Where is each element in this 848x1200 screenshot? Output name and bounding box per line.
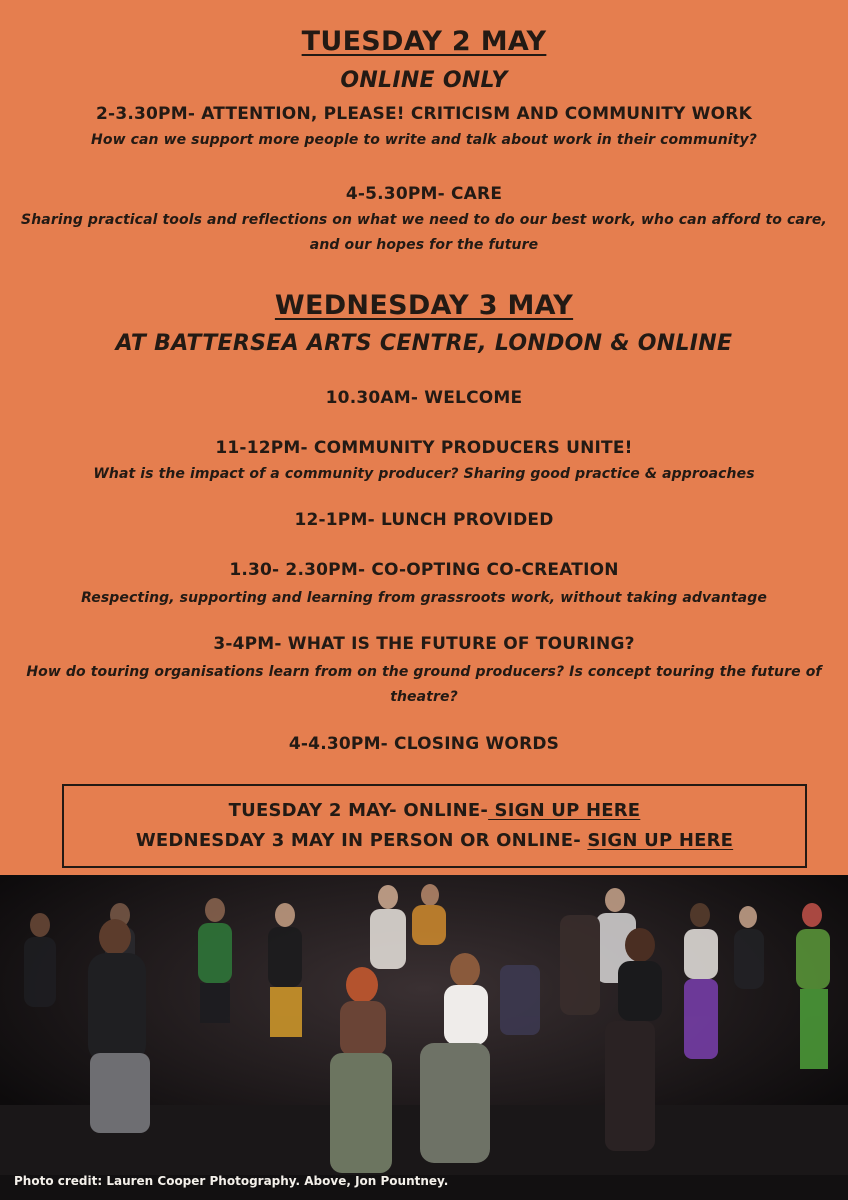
event-heading: 10.30AM- WELCOME (325, 388, 523, 408)
event-description: How do touring organisations learn from on the ground producers? Is concept touring the future of theatre? (26, 664, 822, 705)
signup-label: WEDNESDAY 3 MAY IN PERSON OR ONLINE- (135, 830, 588, 851)
photo-credit: Photo credit: Lauren Cooper Photography. Above, Jon Pountney. (14, 1174, 449, 1188)
signup-line-wednesday (64, 830, 805, 851)
tuesday-title: TUESDAY 2 MAY (301, 26, 547, 57)
photo-illustration (0, 875, 848, 1200)
event-heading: 11-12PM- COMMUNITY PRODUCERS UNITE! (215, 438, 633, 458)
event-heading: 3-4PM- WHAT IS THE FUTURE OF TOURING? (213, 634, 635, 654)
event-heading: 2-3.30PM- ATTENTION, PLEASE! CRITICISM AND COMMUNITY WORK (96, 104, 752, 124)
event-heading: 4-5.30PM- CARE (345, 184, 503, 204)
tuesday-signup-link[interactable]: SIGN UP HERE (488, 800, 641, 821)
signup-line-tuesday (64, 800, 805, 821)
dance-performance-photo (0, 875, 848, 1200)
event-description: Sharing practical tools and reflections on what we need to do our best work, who can afford to care, and our hopes for the future (21, 212, 827, 253)
event-description: What is the impact of a community producer? Sharing good practice & approaches (93, 466, 755, 482)
wednesday-title: WEDNESDAY 3 MAY (274, 290, 574, 321)
event-description: Respecting, supporting and learning from grassroots work, without taking advantage (81, 590, 767, 606)
event-heading: 4-4.30PM- CLOSING WORDS (288, 734, 560, 754)
event-heading: 12-1PM- LUNCH PROVIDED (294, 510, 554, 530)
signup-box (62, 784, 807, 868)
event-heading: 1.30- 2.30PM- CO-OPTING CO-CREATION (229, 560, 619, 580)
event-description: How can we support more people to write and talk about work in their community? (91, 132, 757, 148)
tuesday-subtitle: ONLINE ONLY (340, 68, 508, 93)
wednesday-signup-link[interactable]: SIGN UP HERE (587, 830, 734, 851)
wednesday-subtitle: AT BATTERSEA ARTS CENTRE, LONDON & ONLINE (115, 331, 733, 356)
signup-label: TUESDAY 2 MAY- ONLINE- (228, 800, 489, 821)
